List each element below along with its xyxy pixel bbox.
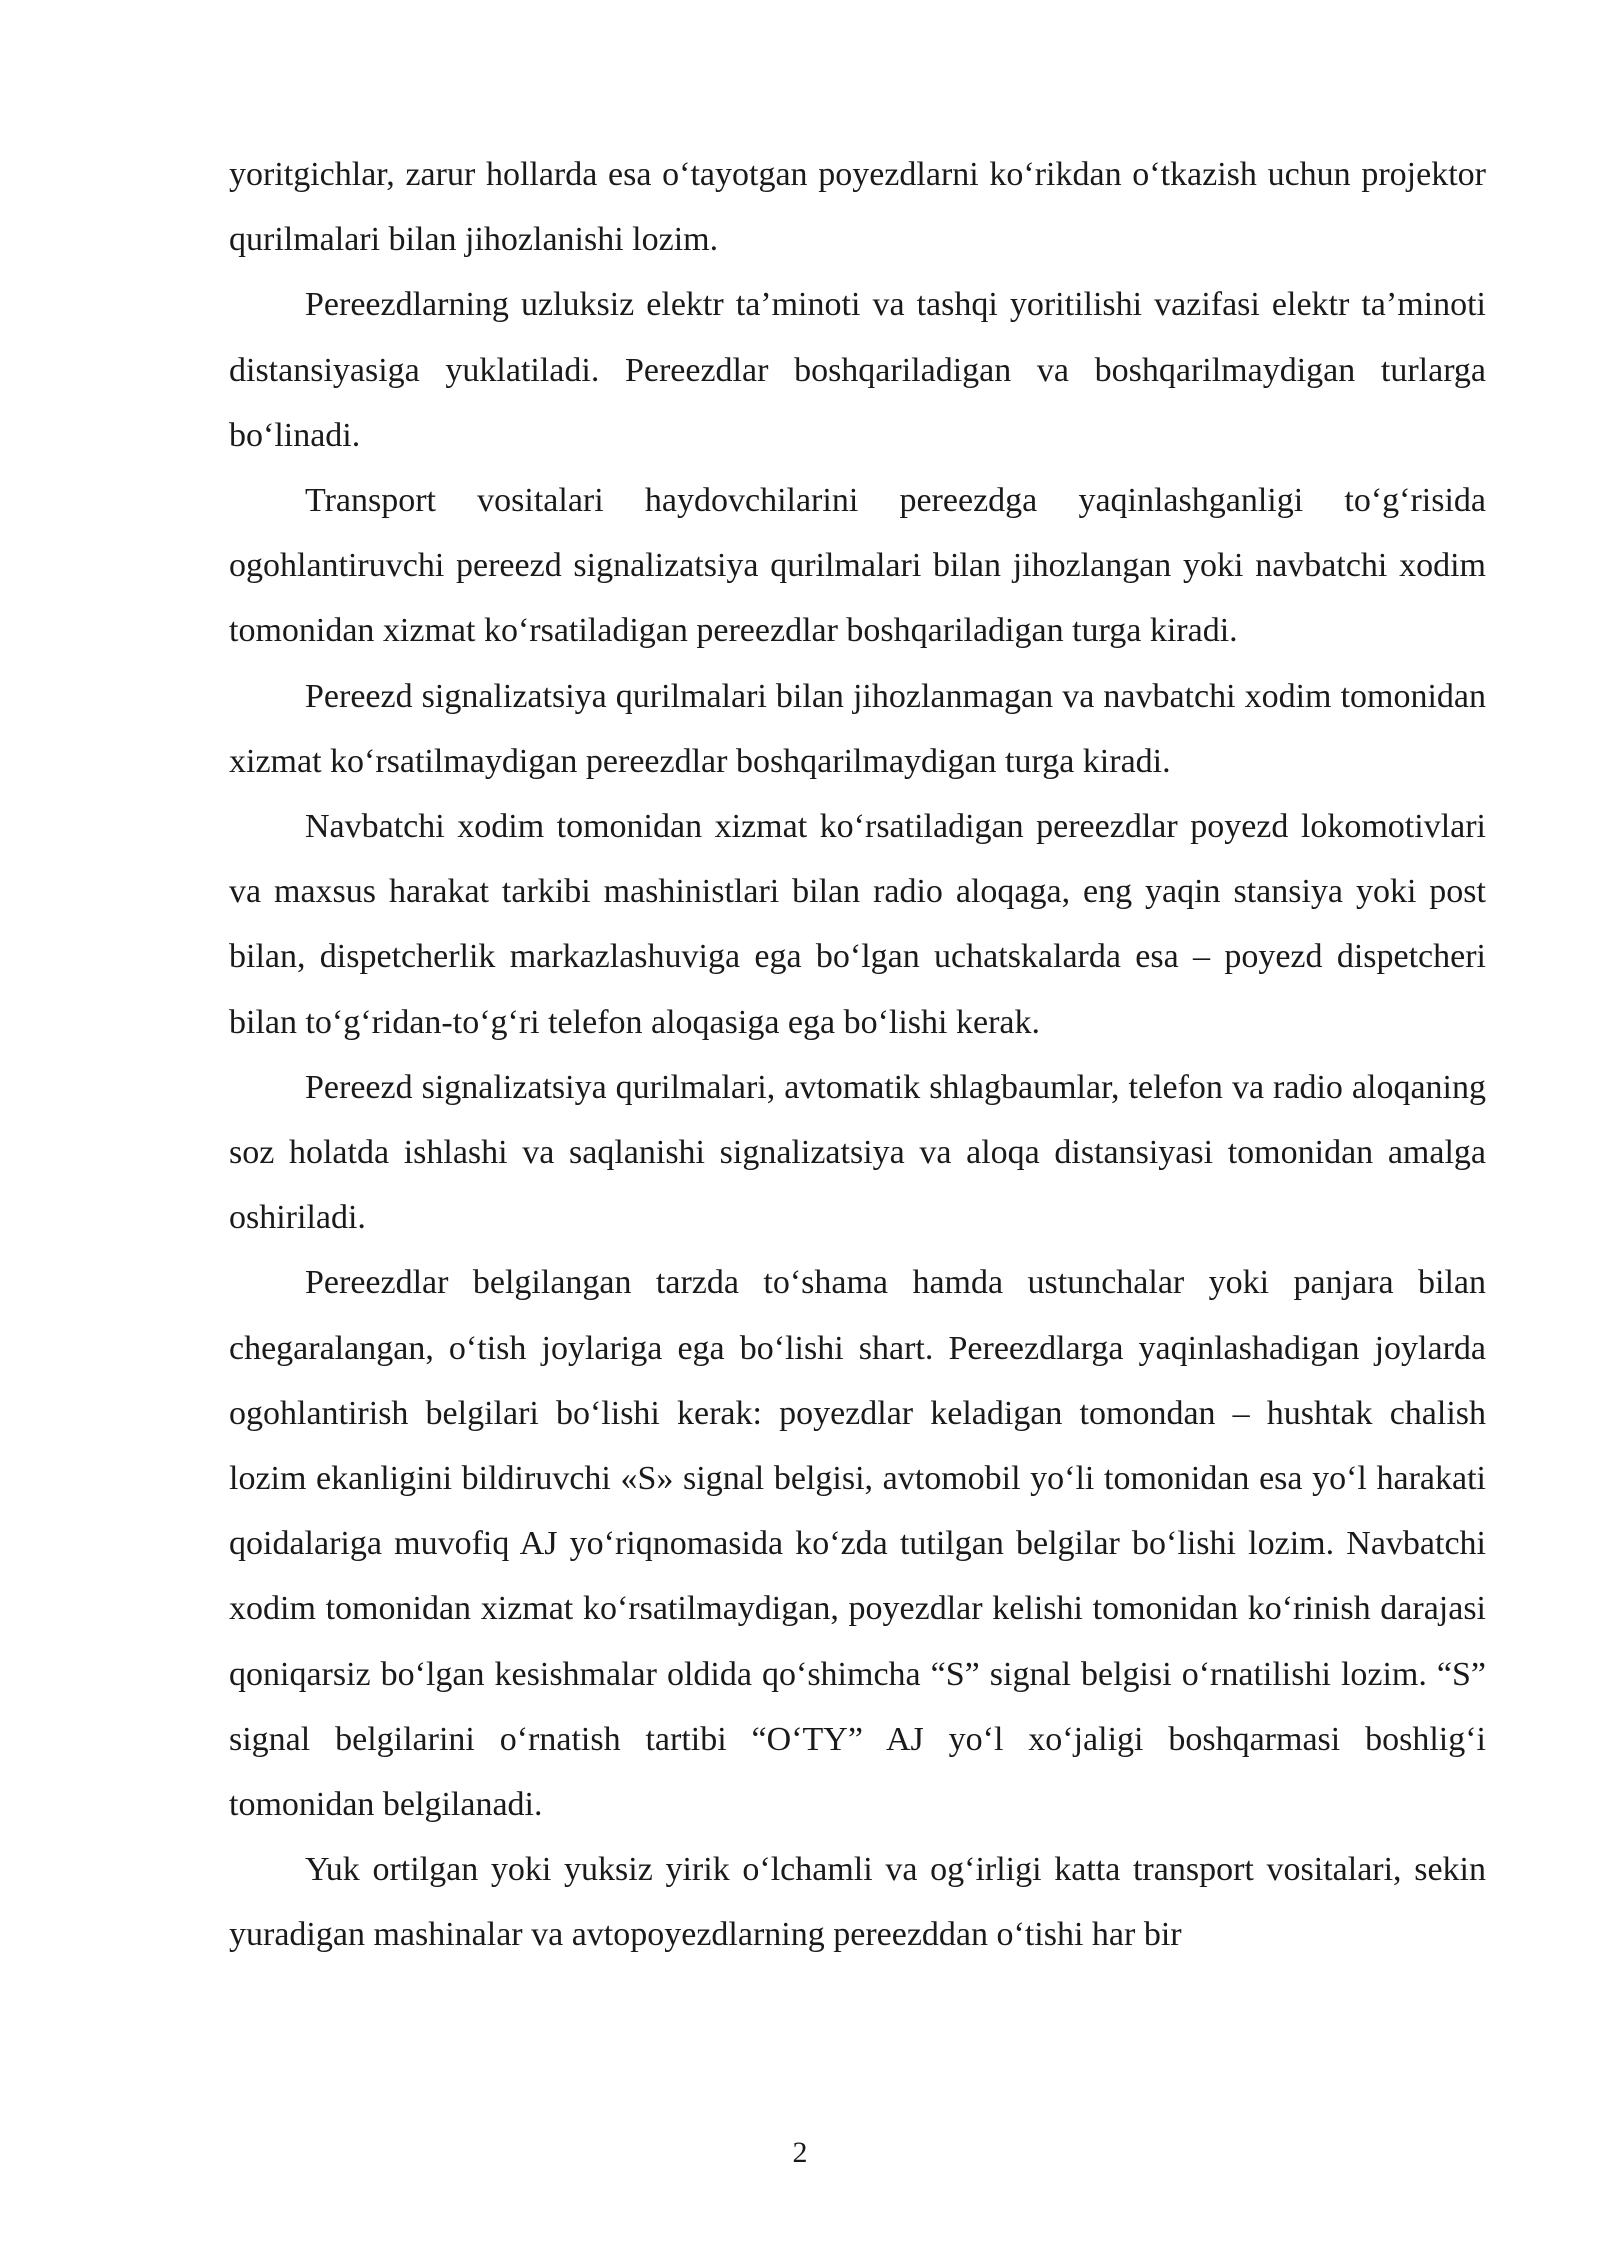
paragraph-7: Pereezdlar belgilangan tarzda to‘shama hamda ustunchalar yoki panjara bilan chegaralangan, o‘tish joylariga ega bo‘lishi shart. Pereezdlarga yaqinlashadigan joylarda ogohlantirish belgilari bo‘lishi kerak: poyezdlar keladigan tomondan – hushtak chalish lozim ekanligini bildiruvchi «S» signal belgisi, avtomobil yo‘li tomonidan esa yo‘l harakati qoidalariga muvofiq AJ yo‘riqnomasida ko‘zda tutilgan belgilar bo‘lishi lozim. Navbatchi xodim tomonidan xizmat ko‘rsatilmaydigan, poyezdlar kelishi tomonidan ko‘rinish darajasi qoniqarsiz bo‘lgan kesishmalar oldida qo‘shimcha “S” signal belgisi o‘rnatilishi lozim. “S” signal belgilarini o‘rnatish tartibi “O‘TY” AJ yo‘l xo‘jaligi boshqarmasi boshlig‘i tomonidan belgilanadi.: [229, 1264, 1486, 1824]
document-body: [229, 142, 1486, 1968]
page-number: 2: [792, 2136, 808, 2169]
paragraph-4: Pereezd signalizatsiya qurilmalari bilan jihozlanmagan va navbatchi xodim tomonidan xizmat ko‘rsatilmaydigan pereezdlar boshqarilmaydigan turga kiradi.: [229, 677, 1486, 780]
paragraph-3: Transport vositalari haydovchilarini pereezdga yaqinlashganligi to‘g‘risida ogohlantiruvchi pereezd signalizatsiya qurilmalari bilan jihozlangan yoki navbatchi xodim tomonidan xizmat ko‘rsatiladigan pereezdlar boshqariladigan turga kiradi.: [229, 482, 1486, 650]
paragraph-2: Pereezdlarning uzluksiz elektr ta’minoti va tashqi yoritilishi vazifasi elektr ta’minoti distansiyasiga yuklatiladi. Pereezdlar boshqariladigan va boshqarilmaydigan turlarga bo‘linadi.: [229, 286, 1486, 454]
paragraph-5: Navbatchi xodim tomonidan xizmat ko‘rsatiladigan pereezdlar poyezd lokomotivlari va maxsus harakat tarkibi mashinistlari bilan radio aloqaga, eng yaqin stansiya yoki post bilan, dispetcherlik markazlashuviga ega bo‘lgan uchatskalarda esa – poyezd dispetcheri bilan to‘g‘ridan-to‘g‘ri telefon aloqasiga ega bo‘lishi kerak.: [229, 808, 1486, 1041]
paragraph-8: Yuk ortilgan yoki yuksiz yirik o‘lchamli va og‘irligi katta transport vositalari, sekin yuradigan mashinalar va avtopoyezdlarning pereezddan o‘tishi har bir: [229, 1851, 1486, 1954]
paragraph-1: yoritgichlar, zarur hollarda esa o‘tayotgan poyezdlarni ko‘rikdan o‘tkazish uchun projektor qurilmalari bilan jihozlanishi lozim.: [229, 156, 1486, 259]
paragraph-6: Pereezd signalizatsiya qurilmalari, avtomatik shlagbaumlar, telefon va radio aloqaning soz holatda ishlashi va saqlanishi signalizatsiya va aloqa distansiyasi tomonidan amalga oshiriladi.: [229, 1068, 1486, 1237]
